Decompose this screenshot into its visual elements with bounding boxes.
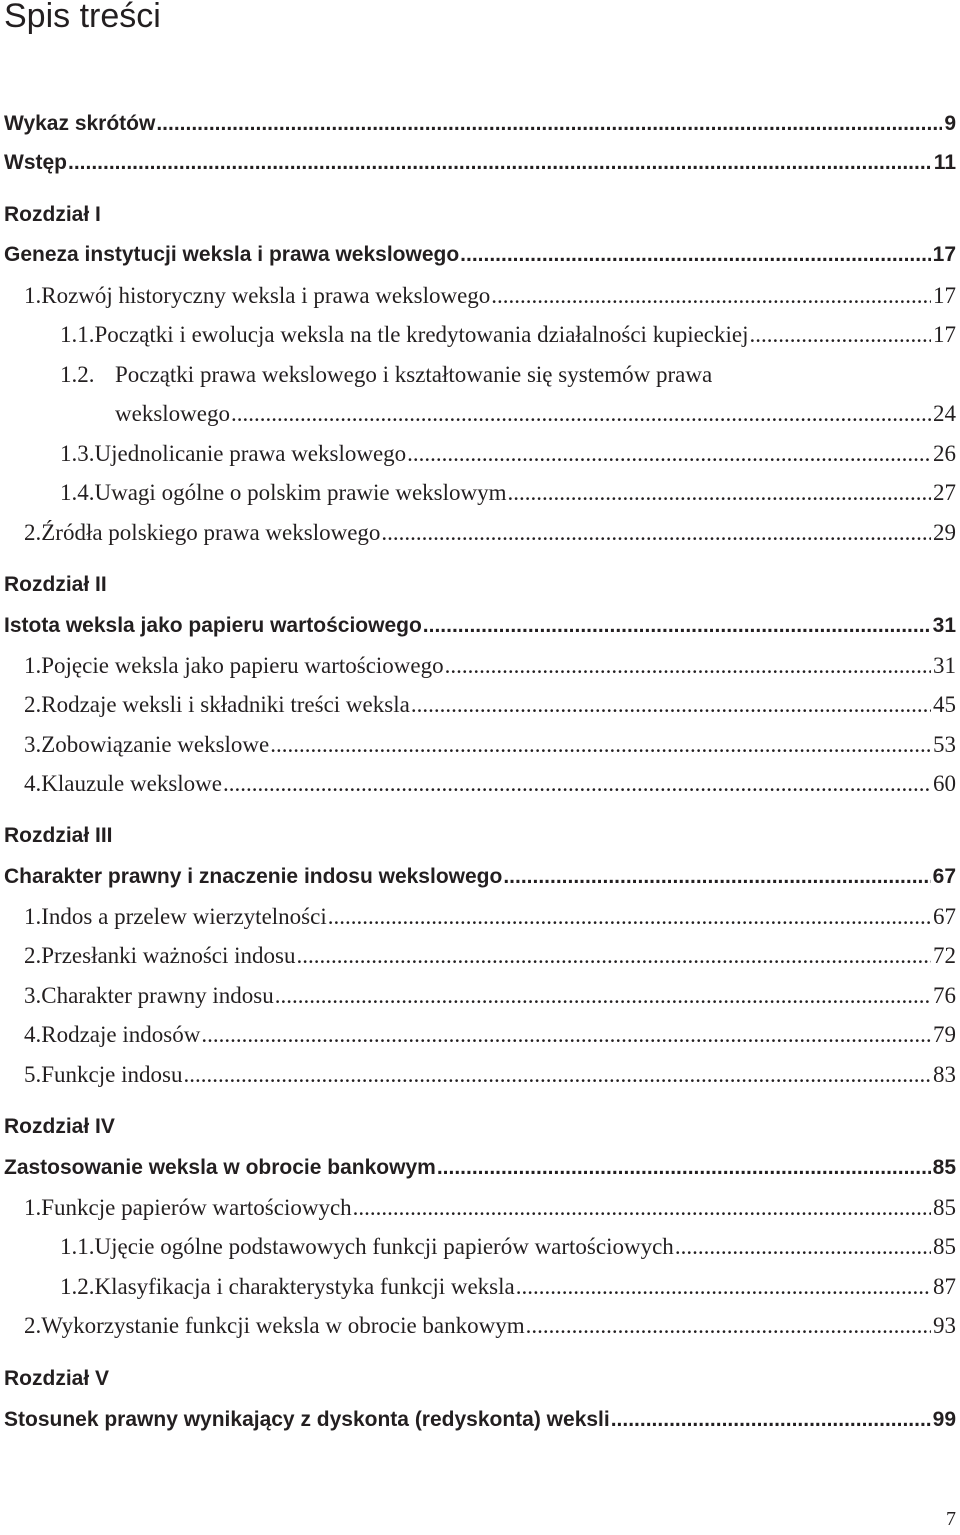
entry-page: 17 xyxy=(933,283,956,308)
toc-entry[interactable] xyxy=(60,439,956,469)
entry-page: 87 xyxy=(933,1274,956,1299)
entry-page: 83 xyxy=(933,1062,956,1087)
leader-dots xyxy=(675,1232,931,1262)
chapter-title-entry[interactable] xyxy=(4,1405,956,1435)
leader-dots xyxy=(411,690,931,720)
leader-dots xyxy=(231,399,931,429)
toc-entry[interactable] xyxy=(24,518,956,548)
toc-entry[interactable] xyxy=(24,769,956,799)
leader-dots xyxy=(437,1153,931,1183)
chapter-title-entry[interactable] xyxy=(4,611,956,641)
entry-page: 53 xyxy=(933,732,956,757)
entry-text: Uwagi ogólne o polskim prawie wekslowym xyxy=(94,480,507,505)
toc-entry[interactable] xyxy=(24,730,956,760)
leader-dots xyxy=(353,1193,931,1223)
entry-text: Źródła polskiego prawa wekslowego xyxy=(41,520,381,545)
page-title: Spis treści xyxy=(4,0,161,35)
entry-page: 27 xyxy=(933,480,956,505)
entry-text: Indos a przelew wierzytelności xyxy=(41,904,327,929)
entry-text: Wykaz skrótów xyxy=(4,112,156,135)
toc-entry[interactable] xyxy=(24,690,956,720)
leader-dots xyxy=(223,769,931,799)
entry-number: 2. xyxy=(24,520,42,545)
leader-dots xyxy=(156,109,942,139)
entry-page: 24 xyxy=(933,401,956,426)
leader-dots xyxy=(275,981,931,1011)
chapter-label: Rozdział IV xyxy=(4,1115,115,1138)
leader-dots xyxy=(460,240,930,270)
leader-dots xyxy=(183,1060,931,1090)
chapter-title-entry[interactable] xyxy=(4,240,956,270)
chapter-label: Rozdział II xyxy=(4,573,107,596)
entry-number: 1.1. xyxy=(60,1234,95,1259)
leader-dots xyxy=(381,518,931,548)
entry-page: 85 xyxy=(933,1195,956,1220)
entry-page: 26 xyxy=(933,441,956,466)
chapter-title: Charakter prawny i znaczenie indosu wekslowego xyxy=(4,865,503,888)
entry-page: 67 xyxy=(932,865,956,888)
entry-text: Funkcje indosu xyxy=(41,1062,183,1087)
toc-entry[interactable] xyxy=(24,941,956,971)
entry-number: 3. xyxy=(24,732,42,757)
entry-number: 2. xyxy=(24,1313,42,1338)
chapter-title: Zastosowanie weksla w obrocie bankowym xyxy=(4,1156,436,1179)
entry-text: Zobowiązanie wekslowe xyxy=(41,732,270,757)
entry-text: Klauzule wekslowe xyxy=(41,771,222,796)
entry-page: 9 xyxy=(944,112,956,135)
entry-page: 72 xyxy=(933,943,956,968)
toc-entry-continuation[interactable] xyxy=(115,399,956,429)
entry-number: 1.2. xyxy=(60,1274,95,1299)
leader-dots xyxy=(749,320,931,350)
entry-number: 2. xyxy=(24,692,42,717)
toc-entry[interactable] xyxy=(60,1232,956,1262)
chapter-title: Istota weksla jako papieru wartościowego xyxy=(4,614,422,637)
leader-dots xyxy=(270,730,931,760)
leader-dots xyxy=(423,611,931,641)
entry-text: Ujednolicanie prawa wekslowego xyxy=(94,441,407,466)
entry-number: 1.2. xyxy=(60,362,95,387)
leader-dots xyxy=(503,862,930,892)
entry-number: 4. xyxy=(24,771,42,796)
entry-number: 1. xyxy=(24,1195,42,1220)
entry-text: Wstęp xyxy=(4,151,67,174)
toc-entry[interactable] xyxy=(24,651,956,681)
entry-text: Początki prawa wekslowego i kształtowanie się systemów prawa xyxy=(115,362,713,387)
entry-text: Rodzaje indosów xyxy=(41,1022,201,1047)
chapter-title-entry[interactable] xyxy=(4,1153,956,1183)
toc-entry[interactable] xyxy=(60,320,956,350)
toc-entry[interactable] xyxy=(24,1020,956,1050)
leader-dots xyxy=(445,651,931,681)
entry-page: 76 xyxy=(933,983,956,1008)
entry-text: Ujęcie ogólne podstawowych funkcji papierów wartościowych xyxy=(94,1234,674,1259)
entry-number: 4. xyxy=(24,1022,42,1047)
leader-dots xyxy=(407,439,931,469)
entry-text: Funkcje papierów wartościowych xyxy=(41,1195,352,1220)
leader-dots xyxy=(296,941,931,971)
entry-text: Rozwój historyczny weksla i prawa wekslowego xyxy=(41,283,491,308)
entry-text: Pojęcie weksla jako papieru wartościowego xyxy=(41,653,444,678)
entry-text: Rodzaje weksli i składniki treści weksla xyxy=(41,692,410,717)
entry-text: Przesłanki ważności indosu xyxy=(41,943,296,968)
toc-entry[interactable] xyxy=(24,1193,956,1223)
leader-dots xyxy=(611,1405,931,1435)
entry-page: 67 xyxy=(933,904,956,929)
toc-entry[interactable] xyxy=(60,1272,956,1302)
toc-entry[interactable] xyxy=(60,360,956,390)
chapter-title: Geneza instytucji weksla i prawa wekslowego xyxy=(4,243,460,266)
entry-text: Początki i ewolucja weksla na tle kredytowania działalności kupieckiej xyxy=(94,322,749,347)
entry-page: 17 xyxy=(933,322,956,347)
entry-page: 85 xyxy=(933,1234,956,1259)
entry-page: 11 xyxy=(933,151,956,174)
toc-entry[interactable] xyxy=(24,281,956,311)
leader-dots xyxy=(516,1272,931,1302)
entry-text: Charakter prawny indosu xyxy=(41,983,274,1008)
chapter-label: Rozdział I xyxy=(4,203,101,226)
entry-text: Klasyfikacja i charakterystyka funkcji weksla xyxy=(94,1274,515,1299)
toc-entry-abbreviations[interactable] xyxy=(4,109,956,139)
toc-entry-introduction[interactable] xyxy=(4,148,956,178)
entry-number: 1. xyxy=(24,653,42,678)
toc-entry[interactable] xyxy=(24,1060,956,1090)
entry-page: 31 xyxy=(932,614,956,637)
entry-page: 79 xyxy=(933,1022,956,1047)
entry-number: 1. xyxy=(24,904,42,929)
leader-dots xyxy=(508,478,931,508)
leader-dots xyxy=(328,902,931,932)
page-number: 7 xyxy=(946,1508,956,1530)
entry-number: 5. xyxy=(24,1062,42,1087)
entry-number: 1.1. xyxy=(60,322,95,347)
entry-page: 93 xyxy=(933,1313,956,1338)
leader-dots xyxy=(526,1311,931,1341)
entry-number: 1. xyxy=(24,283,42,308)
leader-dots xyxy=(68,148,932,178)
chapter-title: Stosunek prawny wynikający z dyskonta (redyskonta) weksli xyxy=(4,1408,610,1431)
entry-page: 99 xyxy=(932,1408,956,1431)
toc-entry[interactable] xyxy=(24,981,956,1011)
leader-dots xyxy=(491,281,931,311)
entry-page: 29 xyxy=(933,520,956,545)
entry-number: 3. xyxy=(24,983,42,1008)
chapter-label: Rozdział III xyxy=(4,824,113,847)
entry-text: wekslowego xyxy=(115,401,230,426)
chapter-title-entry[interactable] xyxy=(4,862,956,892)
toc-entry[interactable] xyxy=(24,1311,956,1341)
entry-number: 1.3. xyxy=(60,441,95,466)
leader-dots xyxy=(201,1020,931,1050)
entry-page: 31 xyxy=(933,653,956,678)
toc-entry[interactable] xyxy=(24,902,956,932)
entry-page: 60 xyxy=(933,771,956,796)
entry-number: 2. xyxy=(24,943,42,968)
entry-number: 1.4. xyxy=(60,480,95,505)
toc-entry[interactable] xyxy=(60,478,956,508)
entry-page: 45 xyxy=(933,692,956,717)
entry-page: 85 xyxy=(932,1156,956,1179)
entry-page: 17 xyxy=(932,243,956,266)
entry-text: Wykorzystanie funkcji weksla w obrocie bankowym xyxy=(41,1313,525,1338)
chapter-label: Rozdział V xyxy=(4,1367,110,1390)
